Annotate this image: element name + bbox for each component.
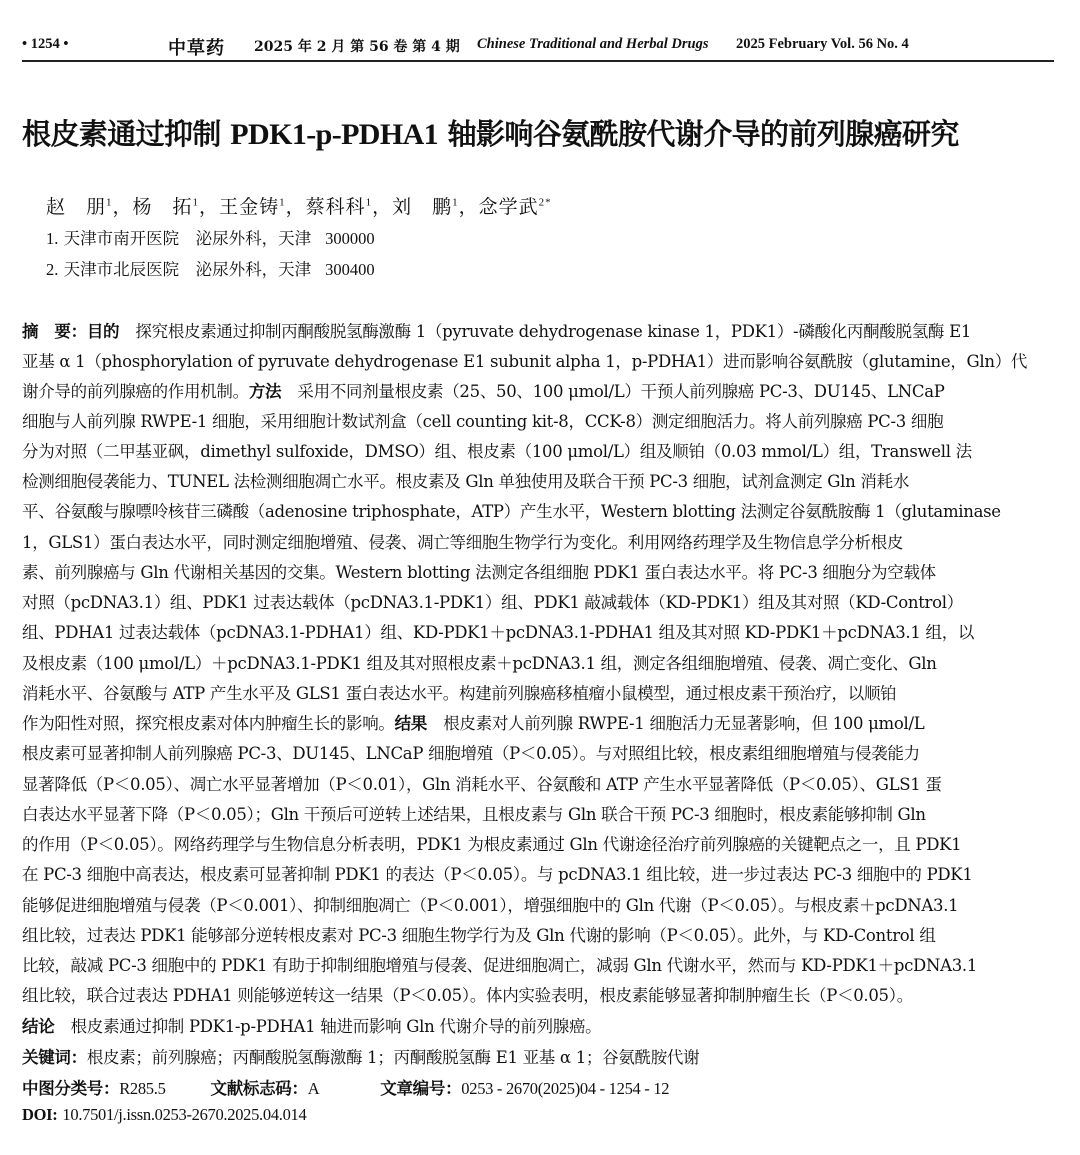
abstract-line	[22, 619, 1052, 649]
author-affiliation-mark: 1	[365, 196, 373, 209]
affiliation-number: 1.	[46, 229, 59, 248]
abstract-text: 平、谷氨酸与腺嘌呤核苷三磷酸（adenosine triphosphate，ATP）产生水平，Western blotting 法测定谷氨酰胺酶 1（glutaminase	[22, 502, 1001, 521]
abstract-line	[22, 1013, 1052, 1043]
article-number-label: 文章编号：	[380, 1079, 462, 1098]
abstract-text: 根皮素可显著抑制人前列腺癌 PC-3、DU145、LNCaP 细胞增殖（P＜0.05）。与对照组比较，根皮素组细胞增殖与侵袭能力	[22, 744, 920, 763]
header-divider	[22, 60, 1054, 62]
abstract-line	[22, 559, 1052, 589]
abstract-line	[22, 892, 1052, 922]
abstract-text: 作为阳性对照，探究根皮素对体内肿瘤生长的影响。	[22, 714, 395, 733]
affiliation-number: 2.	[46, 260, 59, 279]
author-affiliation-mark: 1	[106, 196, 113, 209]
issue-info-cn: 2025 年 2 月 第 56 卷 第 4 期	[254, 39, 460, 55]
abstract-text: 细胞与人前列腺 RWPE-1 细胞，采用细胞计数试剂盒（cell counting kit-8，CCK-8）测定细胞活力。将人前列腺癌 PC-3 细胞	[22, 412, 944, 431]
abstract-line	[22, 408, 1052, 438]
article-number-value: 0253 - 2670(2025)04 - 1254 - 12	[461, 1079, 670, 1098]
clc-value: R285.5	[119, 1079, 166, 1098]
keywords-label: 关键词：	[22, 1048, 87, 1067]
affiliation-text: 天津市北辰医院 泌尿外科，天津	[63, 260, 312, 279]
doc-code-label: 文献标志码：	[210, 1079, 308, 1098]
journal-name-cn: 中草药	[168, 38, 225, 59]
abstract-text: 及根皮素（100 μmol/L）＋pcDNA3.1-PDK1 组及其对照根皮素＋pcDNA3.1 组，测定各组细胞增殖、侵袭、凋亡变化、Gln	[22, 654, 937, 673]
abstract-text: 组、PDHA1 过表达载体（pcDNA3.1-PDHA1）组、KD-PDK1＋pcDNA3.1-PDHA1 组及其对照 KD-PDK1＋pcDNA3.1 组，以	[22, 623, 975, 642]
abstract-line	[22, 438, 1052, 468]
abstract-text: 谢介导的前列腺癌的作用机制。	[22, 382, 249, 401]
result-label: 结果	[394, 714, 428, 733]
title-latin: PDK1-p-PDHA1	[230, 118, 439, 151]
author-name: 杨 拓	[132, 196, 193, 218]
keywords-text: 根皮素；前列腺癌；丙酮酸脱氢酶激酶 1；丙酮酸脱氢酶 E1 亚基 α 1；谷氨酰胺代谢	[86, 1048, 700, 1067]
running-header	[22, 36, 1052, 58]
abstract-text: 显著降低（P＜0.05）、凋亡水平显著增加（P＜0.01），Gln 消耗水平、谷氨酸和 ATP 产生水平显著降低（P＜0.05）、GLS1 蛋	[22, 775, 942, 794]
abstract-text: 素、前列腺癌与 Gln 代谢相关基因的交集。Western blotting 法测定各组细胞 PDK1 蛋白表达水平。将 PC-3 细胞分为空载体	[22, 563, 936, 582]
abstract-text: 比较，敲减 PC-3 细胞中的 PDK1 有助于抑制细胞增殖与侵袭、促进细胞凋亡，减弱 Gln 代谢水平，然而与 KD-PDK1＋pcDNA3.1	[22, 956, 978, 975]
author-name: 王金铸	[219, 196, 280, 218]
abstract-text: 分为对照（二甲基亚砜，dimethyl sulfoxide，DMSO）组、根皮素（100 μmol/L）组及顺铂（0.03 mmol/L）组，Transwell 法	[22, 442, 972, 461]
clc-label: 中图分类号：	[22, 1079, 120, 1098]
abstract-text: 1，GLS1）蛋白表达水平，同时测定细胞增殖、侵袭、凋亡等细胞生物学行为变化。利用网络药理学及生物信息学分析根皮	[22, 533, 904, 552]
abstract-text: 亚基 α 1（phosphorylation of pyruvate dehydrogenase E1 subunit alpha 1，p-PDHA1）进而影响谷氨酰胺（glutamine，Gln）代	[22, 352, 1028, 371]
author-name: 刘 鹏	[392, 196, 453, 218]
abstract-line	[22, 680, 1052, 710]
author-affiliation-mark: 1	[452, 196, 459, 209]
abstract-text: 采用不同剂量根皮素（25、50、100 μmol/L）干预人前列腺癌 PC-3、DU145、LNCaP	[297, 382, 945, 401]
abstract-line	[22, 771, 1052, 801]
doi-line	[22, 1105, 1052, 1135]
abstract-line	[22, 529, 1052, 559]
doc-code-value: A	[307, 1079, 320, 1098]
method-label: 方法	[248, 382, 282, 401]
abstract-line	[22, 650, 1052, 680]
abstract-line	[22, 468, 1052, 498]
abstract-line	[22, 710, 1052, 740]
affiliation-text: 天津市南开医院 泌尿外科，天津	[63, 229, 312, 248]
affiliation-zip: 300400	[325, 260, 375, 279]
author-affiliation-mark: 1	[192, 196, 200, 209]
abstract-text: 白表达水平显著下降（P＜0.05）；Gln 干预后可逆转上述结果，且根皮素与 Gln 联合干预 PC-3 细胞时，根皮素能够抑制 Gln	[22, 805, 926, 824]
abstract-line	[22, 378, 1052, 408]
abstract-line	[22, 922, 1052, 952]
author-affiliation-mark: 1	[279, 196, 286, 209]
abstract-line	[22, 318, 1052, 348]
journal-name-en: Chinese Traditional and Herbal Drugs	[477, 36, 709, 52]
abstract-label: 摘 要：	[22, 322, 87, 341]
affiliation-zip: 300000	[325, 229, 375, 248]
abstract-line	[22, 952, 1052, 982]
keywords	[22, 1044, 1052, 1074]
issue-info-en: 2025 February Vol. 56 No. 4	[736, 36, 909, 52]
abstract-line	[22, 589, 1052, 619]
abstract-line	[22, 498, 1052, 528]
title-part-1: 根皮素通过抑制	[22, 117, 231, 151]
title-part-2: 轴影响谷氨酰胺代谢介导的前列腺癌研究	[438, 117, 959, 151]
abstract-line	[22, 982, 1052, 1012]
author-name: 赵 朋	[46, 196, 107, 218]
author-name: 念学武	[478, 196, 539, 218]
doi-label: DOI:	[22, 1105, 58, 1124]
abstract-text: 的作用（P＜0.05）。网络药理学与生物信息分析表明，PDK1 为根皮素通过 Gln 代谢途径治疗前列腺癌的关键靶点之一，且 PDK1	[22, 835, 962, 854]
affiliation-2	[46, 256, 375, 280]
abstract-text: 根皮素通过抑制 PDK1-p-PDHA1 轴进而影响 Gln 代谢介导的前列腺癌。	[70, 1017, 602, 1036]
affiliation-1	[46, 225, 375, 249]
author-list: 赵 朋$^1$，杨 拓$^1$，王金铸$^1$，蔡科科$^1$，刘 鹏$^1$，念学武$^{2*}$	[46, 196, 552, 218]
page-number: • 1254 •	[22, 36, 69, 52]
abstract-text: 消耗水平、谷氨酸与 ATP 产生水平及 GLS1 蛋白表达水平。构建前列腺癌移植瘤小鼠模型，通过根皮素干预治疗，以顺铂	[22, 684, 897, 703]
abstract-line	[22, 831, 1052, 861]
conclusion-label: 结论	[22, 1017, 55, 1036]
classification-line	[22, 1075, 1052, 1105]
abstract-text: 检测细胞侵袭能力、TUNEL 法检测细胞凋亡水平。根皮素及 Gln 单独使用及联合干预 PC-3 细胞，试剂盒测定 Gln 消耗水	[22, 472, 910, 491]
abstract-line	[22, 861, 1052, 891]
abstract-text: 组比较，联合过表达 PDHA1 则能够逆转这一结果（P＜0.05）。体内实验表明，根皮素能够显著抑制肿瘤生长（P＜0.05）。	[22, 986, 913, 1005]
purpose-label: 目的	[86, 322, 120, 341]
abstract-line	[22, 801, 1052, 831]
author-name: 蔡科科	[305, 196, 366, 218]
abstract-line	[22, 740, 1052, 770]
abstract-text: 对照（pcDNA3.1）组、PDK1 过表达载体（pcDNA3.1-PDK1）组、PDK1 敲减载体（KD-PDK1）组及其对照（KD-Control）	[22, 593, 963, 612]
abstract-text: 探究根皮素通过抑制丙酮酸脱氢酶激酶 1（pyruvate dehydrogenase kinase 1，PDK1）-磷酸化丙酮酸脱氢酶 E1	[135, 322, 972, 341]
abstract-text: 根皮素对人前列腺 RWPE-1 细胞活力无显著影响，但 100 μmol/L	[443, 714, 925, 733]
doi-value[interactable]: 10.7501/j.issn.0253-2670.2025.04.014	[62, 1105, 307, 1124]
abstract-text: 组比较，过表达 PDK1 能够部分逆转根皮素对 PC-3 细胞生物学行为及 Gln 代谢的影响（P＜0.05）。此外，与 KD-Control 组	[22, 926, 936, 945]
author-affiliation-mark: 2*	[538, 196, 552, 209]
abstract-line	[22, 348, 1052, 378]
abstract-text: 能够促进细胞增殖与侵袭（P＜0.001）、抑制细胞凋亡（P＜0.001），增强细胞中的 Gln 代谢（P＜0.05）。与根皮素＋pcDNA3.1	[22, 896, 959, 915]
article-title	[22, 112, 1062, 153]
abstract-text: 在 PC-3 细胞中高表达，根皮素可显著抑制 PDK1 的表达（P＜0.05）。与 pcDNA3.1 组比较，进一步过表达 PC-3 细胞中的 PDK1	[22, 865, 973, 884]
